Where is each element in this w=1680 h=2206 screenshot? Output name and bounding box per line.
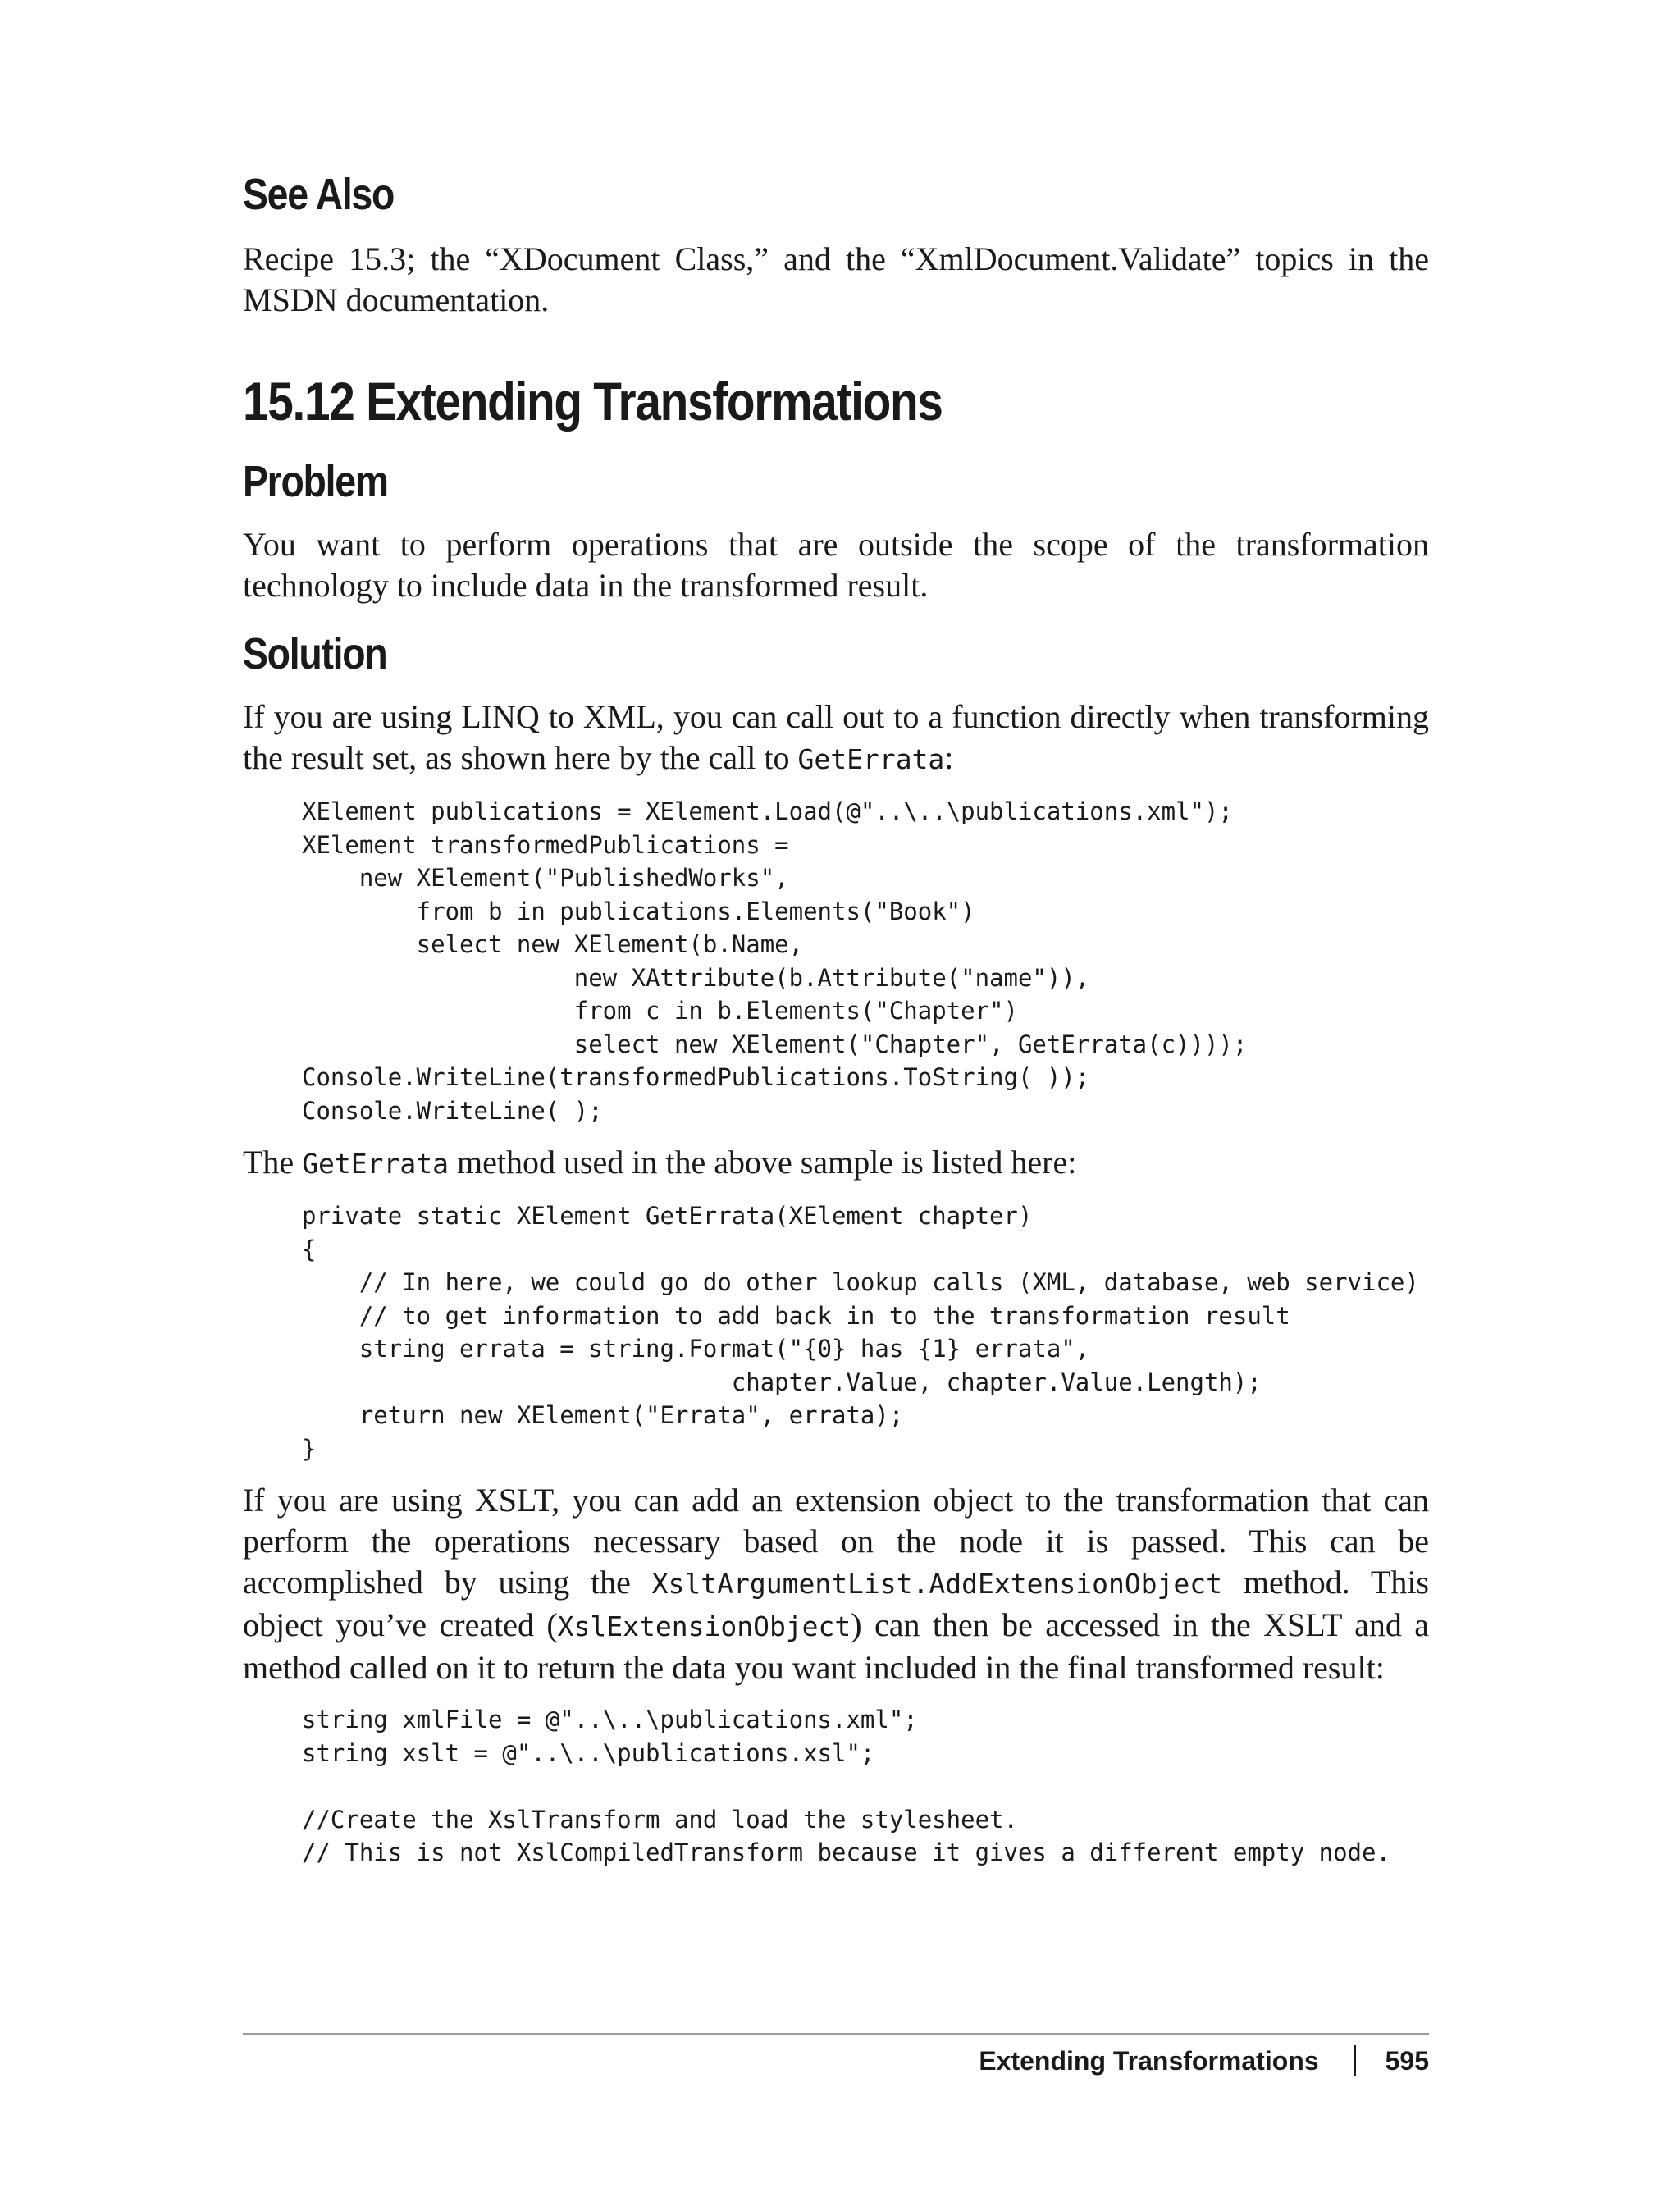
para3-inline-code-2: XslExtensionObject: [557, 1610, 851, 1642]
solution-paragraph-3: [243, 1480, 1429, 1688]
section-title: 15.12 Extending Transformations: [243, 371, 943, 432]
problem-heading: Problem: [243, 457, 388, 506]
page-number: 595: [1385, 2045, 1429, 2076]
solution-paragraph-1: [243, 697, 1429, 780]
see-also-text: Recipe 15.3; the “XDocument Class,” and the “XmlDocument.Validate” topics in the MSDN documentation.: [243, 240, 1429, 318]
code-listing-xslt: string xmlFile = @"..\..\publications.xml"; string xslt = @"..\..\publications.xsl"; //Create the XslTransform and load the stylesheet. // This is not XslCompiledTransform because it gives a different empty node.: [302, 1706, 1390, 1866]
para3-inline-code-1: XsltArgumentList.AddExtensionObject: [651, 1568, 1223, 1600]
solution-heading: Solution: [243, 629, 387, 678]
code-listing-linq: XElement publications = XElement.Load(@"..\..\publications.xml"); XElement transformedPublications = new XElement("PublishedWorks", from b in publications.Elements("Book") select new XElement(b.Name, new XAttribute(b.Attribute("name")), from c in b.Elements("Chapter") select new XElement("Chapter", GetErrata(c)))); Console.WriteLine(transformedPublications.ToString( )); Console.WriteLine( );: [302, 797, 1248, 1125]
para3-text-c: ) can then be accessed in the XSLT and a method called on it to return the data you want included in the final transformed result:: [243, 1606, 1429, 1686]
running-title: Extending Transformations: [979, 2045, 1319, 2076]
para3-text-a: If you are using XSLT, you can add an extension object to the transformation that can perform the operations necessary based on the node it is passed. This can be accomplished by using the: [243, 1482, 1429, 1601]
page-content: [243, 168, 1429, 1884]
solution-paragraph-2: [243, 1142, 1429, 1185]
code-listing-geterrata: private static XElement GetErrata(XElement chapter) { // In here, we could go do other lookup calls (XML, database, web service) // to get information to add back in to the transformation result string errata = string.Format("{0} has {1} errata", chapter.Value, chapter.Value.Length); return new XElement("Errata", errata); }: [302, 1202, 1419, 1463]
footer-divider: [243, 2033, 1429, 2035]
problem-text: You want to perform operations that are outside the scope of the transformation technology to include data in the transformed result.: [243, 526, 1429, 604]
page-footer: [243, 2039, 1429, 2082]
para1-text-before: If you are using LINQ to XML, you can call out to a function directly when transforming the result set, as shown here by the call to: [243, 698, 1429, 776]
para1-inline-code: GetErrata: [797, 743, 945, 775]
para2-text-after: method used in the above sample is listed here:: [449, 1144, 1077, 1181]
para2-text-before: The: [243, 1144, 303, 1181]
footer-separator: [1354, 2045, 1356, 2076]
see-also-heading: See Also: [243, 170, 395, 219]
para1-text-after: :: [944, 739, 954, 776]
para3-text-b: method. This object you’ve created (: [243, 1564, 1429, 1643]
para2-inline-code: GetErrata: [302, 1148, 449, 1180]
